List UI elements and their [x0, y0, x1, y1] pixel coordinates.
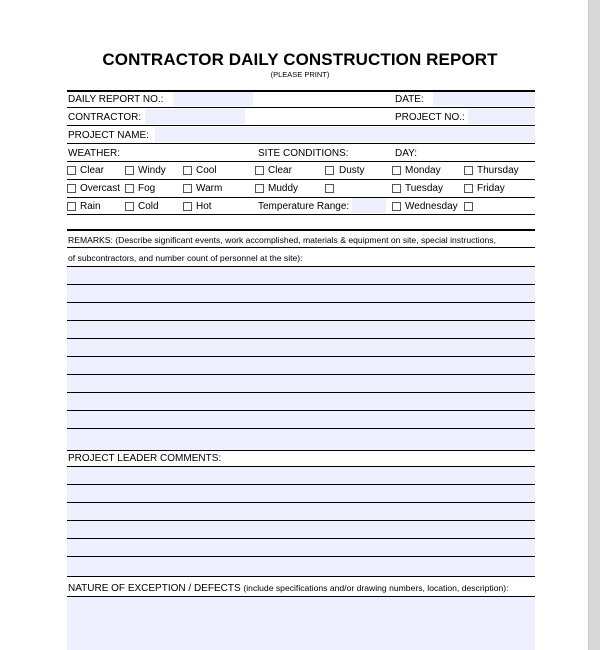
contractor-label: CONTRACTOR:: [68, 112, 142, 123]
day-wednesday-checkbox[interactable]: [392, 202, 401, 211]
exception-detail: (include specifications and/or drawing numbers, location, description):: [243, 583, 509, 593]
project-no-label: PROJECT NO.:: [395, 112, 465, 123]
rule: [67, 214, 535, 215]
weather-overcast-checkbox[interactable]: [67, 184, 76, 193]
site-dusty-checkbox[interactable]: [325, 166, 334, 175]
remarks-label-cont: of subcontractors, and number count of personnel at the site):: [68, 253, 303, 263]
contractor-field[interactable]: [145, 109, 245, 124]
weather-hot-label: Hot: [196, 201, 212, 212]
exception-line: [67, 596, 535, 597]
weather-warm-checkbox[interactable]: [183, 184, 192, 193]
remarks-label: REMARKS: (Describe significant events, work accomplished, materials & equipment on site, special instructions,: [68, 235, 496, 245]
weather-clear-checkbox[interactable]: [67, 166, 76, 175]
weather-warm-label: Warm: [196, 183, 223, 194]
remarks-line: [67, 284, 535, 285]
site-clear-label: Clear: [268, 165, 292, 176]
site-muddy-label: Muddy: [268, 183, 299, 194]
day-tuesday-checkbox[interactable]: [392, 184, 401, 193]
weather-cool-label: Cool: [196, 165, 217, 176]
page-shadow: [589, 0, 600, 650]
site-muddy-checkbox[interactable]: [255, 184, 264, 193]
weather-overcast-label: Overcast: [80, 183, 121, 194]
weather-windy-label: Windy: [138, 165, 166, 176]
comments-line: [67, 484, 535, 485]
day-monday-checkbox[interactable]: [392, 166, 401, 175]
rule: [67, 125, 535, 126]
weather-cool-checkbox[interactable]: [183, 166, 192, 175]
daily-report-no-field[interactable]: [173, 92, 253, 106]
comments-line: [67, 520, 535, 521]
exception-title: NATURE OF EXCEPTION / DEFECTS: [68, 583, 241, 594]
rule: [67, 161, 535, 162]
daily-report-no-label: DAILY REPORT NO.:: [68, 94, 164, 105]
date-field[interactable]: [433, 92, 535, 106]
project-name-label: PROJECT NAME:: [68, 130, 149, 141]
weather-label: WEATHER:: [68, 148, 121, 159]
rule: [67, 247, 535, 248]
comments-line: [67, 502, 535, 503]
exception-label: [68, 582, 509, 595]
report-subtitle: (PLEASE PRINT): [270, 70, 330, 79]
day-monday-label: Monday: [405, 165, 441, 176]
day-tuesday-label: Tuesday: [405, 183, 443, 194]
remarks-line: [67, 338, 535, 339]
site-dusty-label: Dusty: [339, 165, 365, 176]
remarks-top-rule: [67, 229, 535, 231]
comments-line: [67, 556, 535, 557]
site-clear-checkbox[interactable]: [255, 166, 264, 175]
project-leader-comments-label: PROJECT LEADER COMMENTS:: [68, 453, 222, 464]
remarks-line: [67, 302, 535, 303]
project-no-field[interactable]: [468, 109, 535, 124]
weather-clear-label: Clear: [80, 165, 104, 176]
weather-hot-checkbox[interactable]: [183, 202, 192, 211]
remarks-line: [67, 374, 535, 375]
site-conditions-label: SITE CONDITIONS:: [258, 148, 349, 159]
rule: [67, 143, 535, 144]
rule: [67, 107, 535, 108]
temperature-range-field[interactable]: [352, 198, 386, 213]
day-thursday-checkbox[interactable]: [464, 166, 473, 175]
site-blank-checkbox[interactable]: [325, 184, 334, 193]
day-label: DAY:: [395, 148, 418, 159]
weather-cold-checkbox[interactable]: [125, 202, 134, 211]
weather-windy-checkbox[interactable]: [125, 166, 134, 175]
day-thursday-label: Thursday: [477, 165, 519, 176]
project-name-field[interactable]: [155, 127, 535, 142]
remarks-line: [67, 356, 535, 357]
weather-cold-label: Cold: [138, 201, 159, 212]
remarks-line: [67, 410, 535, 411]
day-friday-checkbox[interactable]: [464, 184, 473, 193]
remarks-line: [67, 320, 535, 321]
weather-rain-checkbox[interactable]: [67, 202, 76, 211]
rule: [67, 179, 535, 180]
exception-area[interactable]: [67, 597, 535, 650]
comments-line: [67, 576, 535, 577]
remarks-line: [67, 392, 535, 393]
weather-fog-label: Fog: [138, 183, 156, 194]
remarks-line: [67, 428, 535, 429]
temperature-range-label: Temperature Range:: [258, 201, 350, 212]
rule: [67, 197, 535, 198]
remarks-area[interactable]: [67, 267, 535, 451]
day-blank-checkbox[interactable]: [464, 202, 473, 211]
weather-fog-checkbox[interactable]: [125, 184, 134, 193]
report-title: CONTRACTOR DAILY CONSTRUCTION REPORT: [102, 50, 498, 69]
comments-line: [67, 538, 535, 539]
weather-rain-label: Rain: [80, 201, 101, 212]
date-label: DATE:: [395, 94, 424, 105]
day-wednesday-label: Wednesday: [405, 201, 458, 212]
day-friday-label: Friday: [477, 183, 505, 194]
remarks-line: [67, 450, 535, 451]
